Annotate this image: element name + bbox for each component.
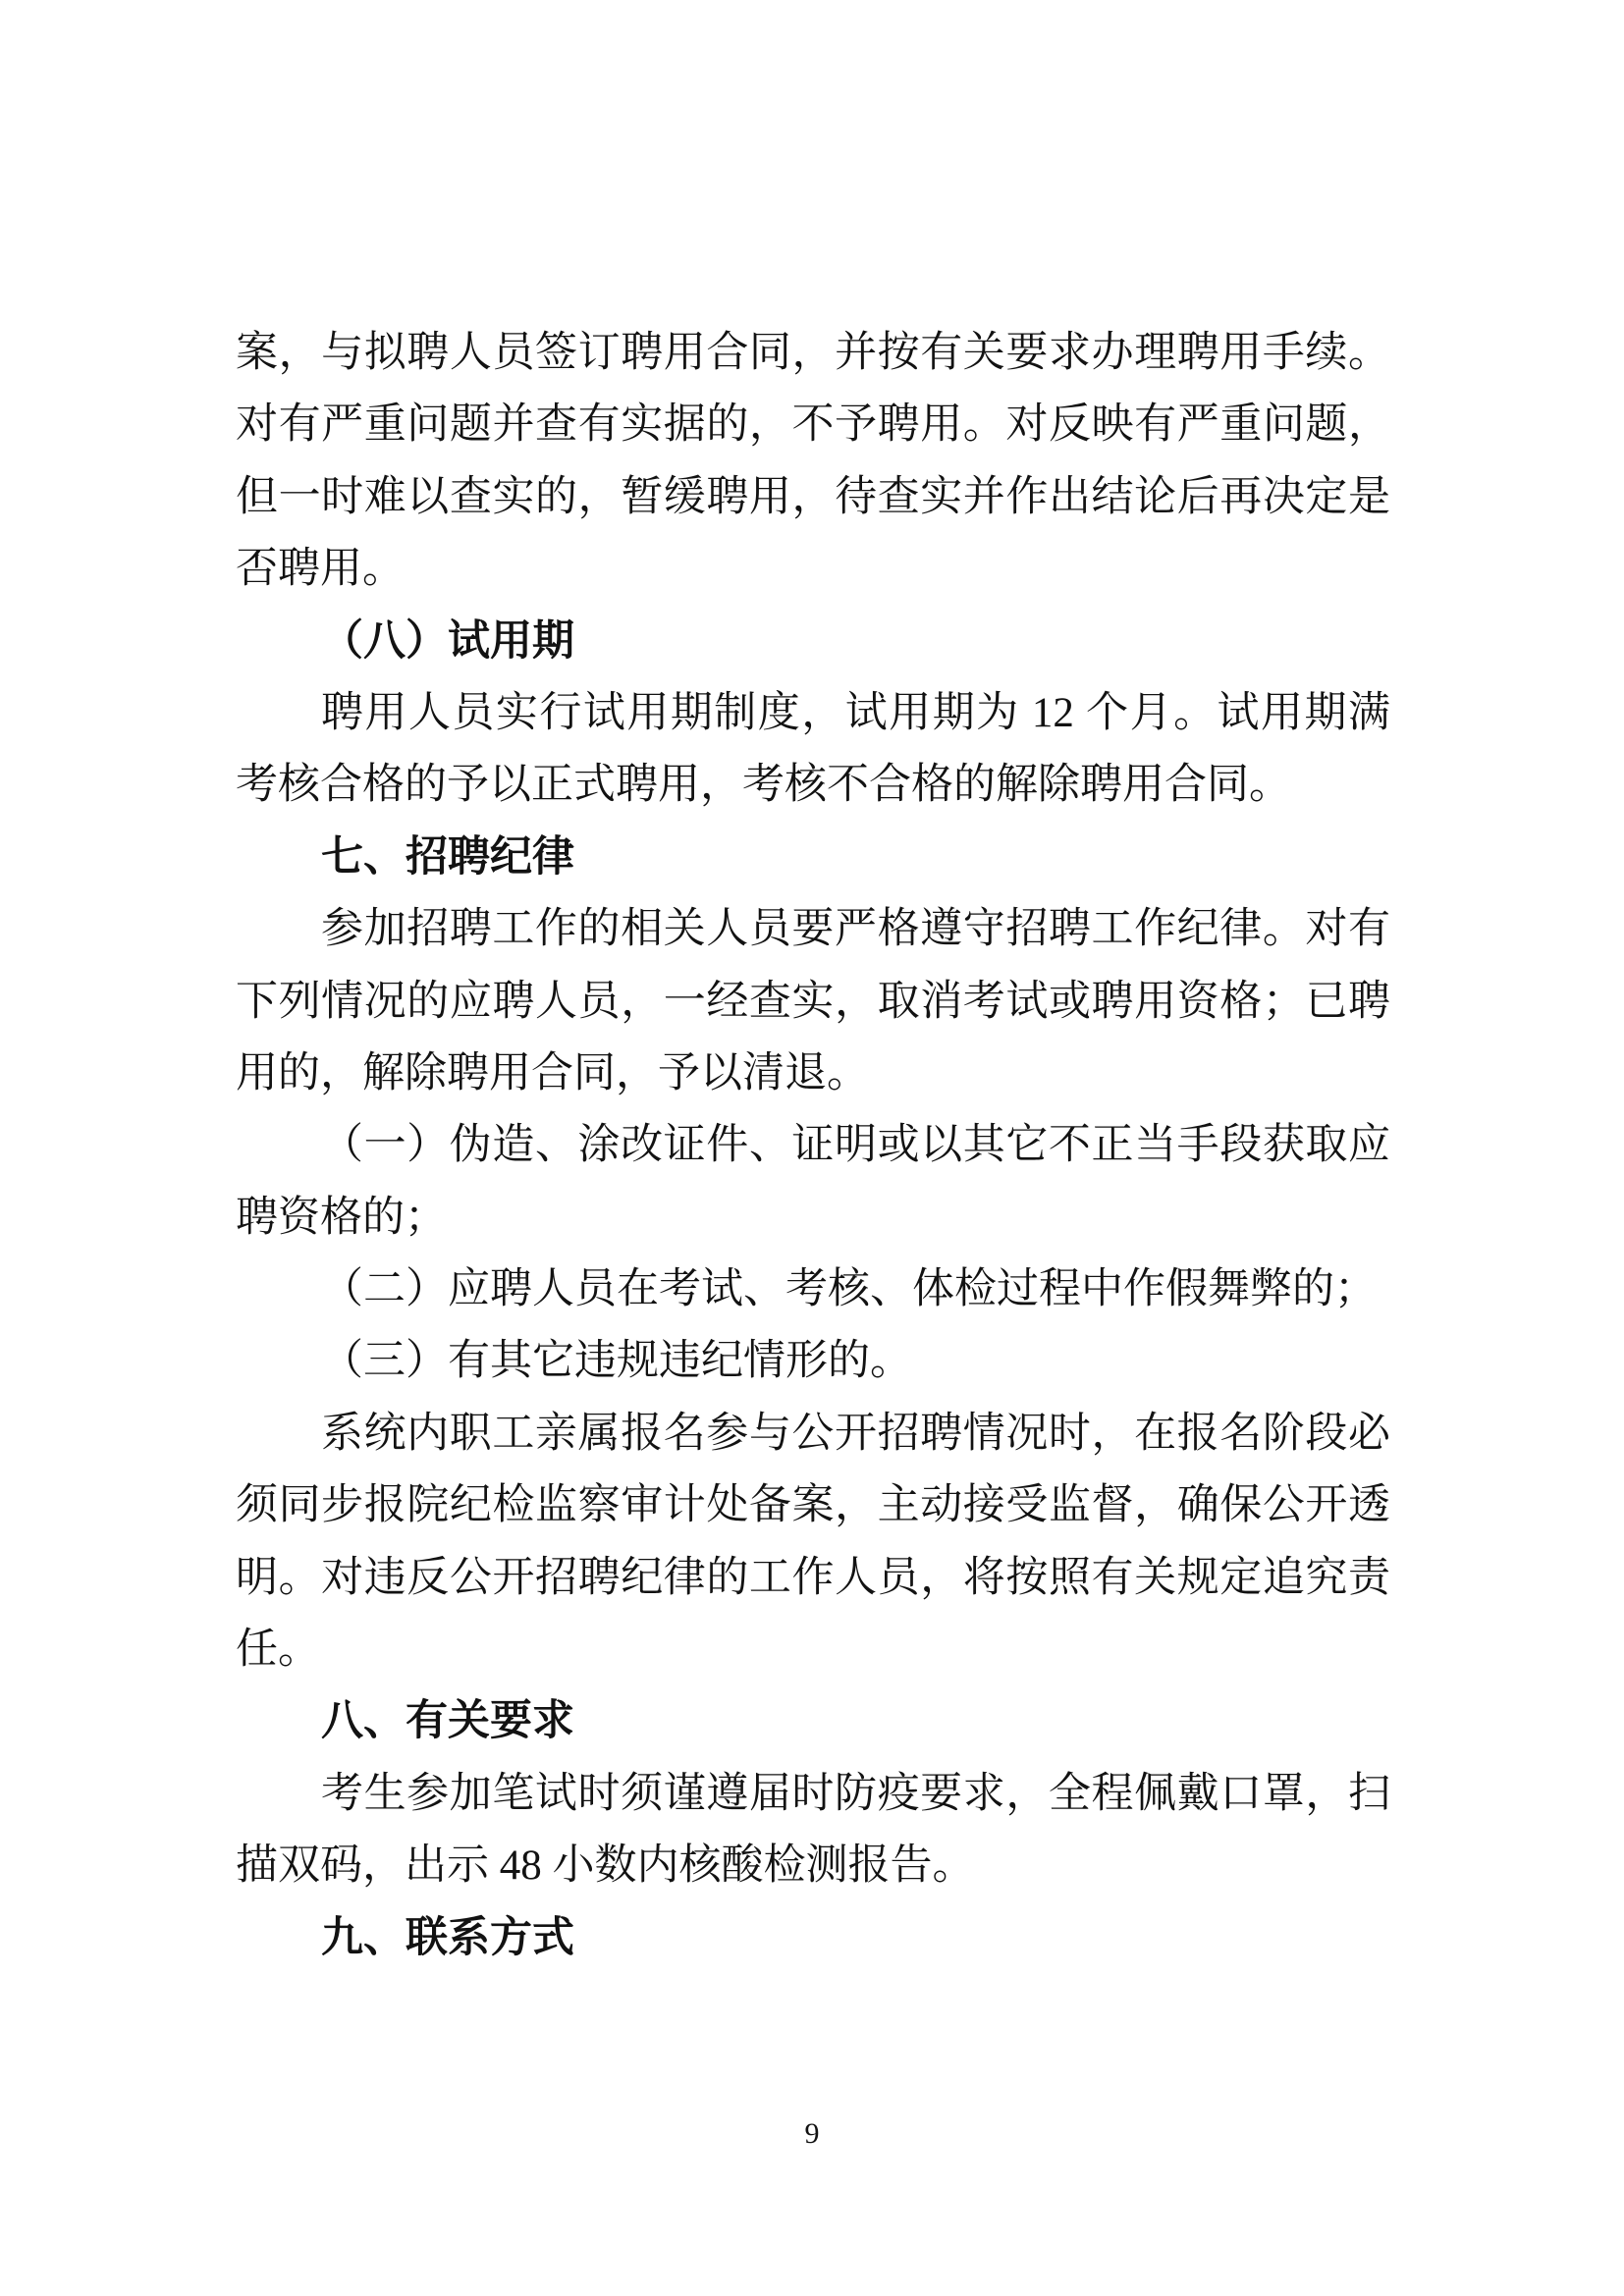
text-line: 考核合格的予以正式聘用，考核不合格的解除聘用合同。: [236, 762, 1291, 809]
text-line: 聘资格的；: [236, 1194, 447, 1241]
text-line: 须同步报院纪检监察审计处备案，主动接受监督，确保公开透: [236, 1482, 1390, 1529]
text-line: 参加招聘工作的相关人员要严格遵守招聘工作纪律。对有: [321, 906, 1390, 953]
text-line: 系统内职工亲属报名参与公开招聘情况时，在报名阶段必: [321, 1410, 1390, 1457]
section-heading-line: （八）试用期: [321, 617, 574, 665]
text-line: 否聘用。: [236, 546, 405, 593]
section-heading-line: 七、招聘纪律: [321, 832, 574, 881]
text-line: （三）有其它违规违纪情形的。: [321, 1338, 912, 1385]
text-line: 案，与拟聘人员签订聘用合同，并按有关要求办理聘用手续。: [236, 330, 1390, 376]
text-line: 描双码，出示 48 小数内核酸检测报告。: [236, 1842, 975, 1890]
text-line: 用的，解除聘用合同，予以清退。: [236, 1049, 869, 1096]
text-line: 考生参加笔试时须谨遵届时防疫要求，全程佩戴口罩，扫: [321, 1770, 1390, 1817]
text-line: 任。: [236, 1627, 320, 1674]
text-line: 明。对违反公开招聘纪律的工作人员，将按照有关规定追究责: [236, 1554, 1390, 1601]
section-heading-line: 八、有关要求: [321, 1697, 574, 1745]
text-line: 聘用人员实行试用期制度，试用期为 12 个月。试用期满: [321, 689, 1390, 736]
text-line: （二）应聘人员在考试、考核、体检过程中作假舞弊的；: [321, 1266, 1377, 1313]
section-heading-line: 九、联系方式: [321, 1913, 574, 1961]
text-line: 下列情况的应聘人员，一经查实，取消考试或聘用资格；已聘: [236, 978, 1390, 1025]
text-line: （一）伪造、涂改证件、证明或以其它不正当手段获取应: [321, 1122, 1390, 1169]
text-line: 对有严重问题并查有实据的，不予聘用。对反映有严重问题，: [236, 401, 1390, 449]
page-number: 9: [804, 2117, 820, 2150]
document-body: [236, 317, 1390, 1974]
text-line: 但一时难以查实的，暂缓聘用，待查实并作出结论后再决定是: [236, 473, 1390, 520]
